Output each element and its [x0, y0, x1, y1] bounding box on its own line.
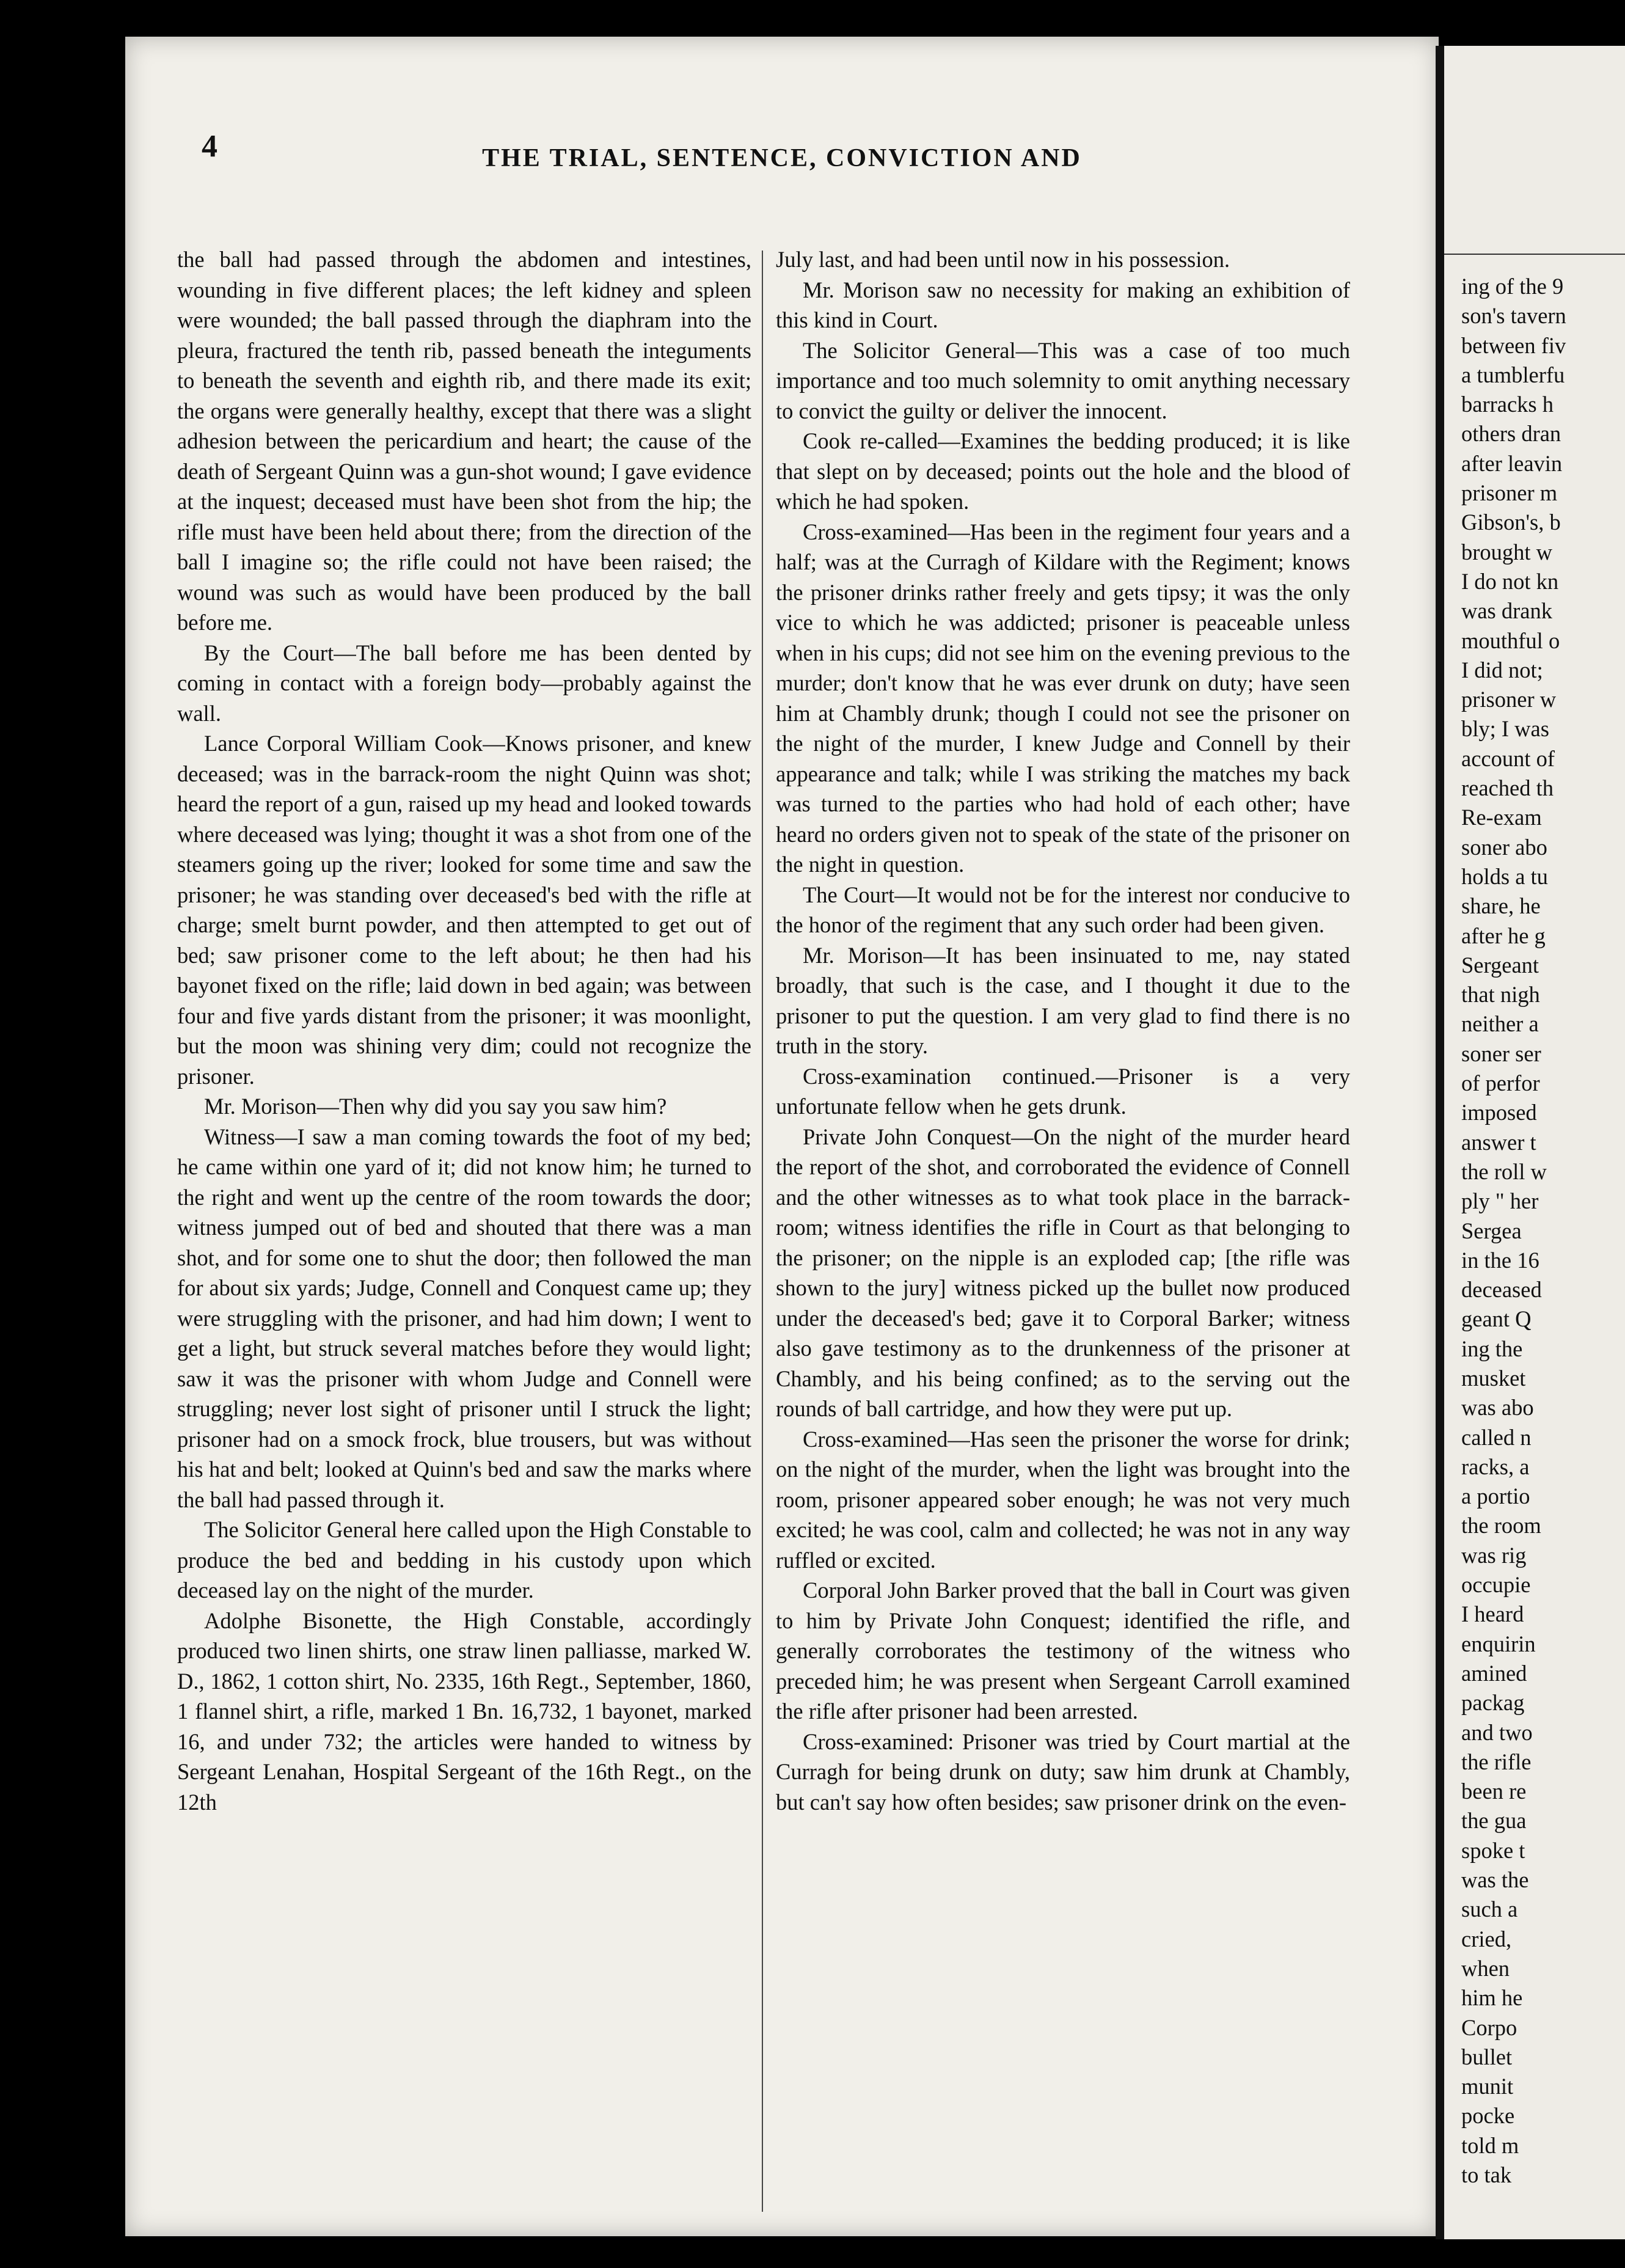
line-fragment: such a: [1461, 1897, 1518, 1922]
line-fragment: others dran: [1461, 421, 1561, 447]
line-fragment: to tak: [1461, 2162, 1512, 2187]
line-fragment: mouthful o: [1461, 627, 1560, 653]
line-fragment: called n: [1461, 1424, 1532, 1450]
line-fragment: after he g: [1461, 923, 1546, 948]
paragraph: Private John Conquest—On the night of the murder heard the report of the shot, and corroborated the evidence of Connell and the other witnesses as to what took place in the barrack-room; witness identifies the rifle in Court as that belonging to the prisoner; on the nipple is an exploded cap; [the rifle was shown to the jury] witness picked up the bullet now produced under the deceased's bed; gave it to Corporal Barker; witness also gave testimony as to the drunkenness of the prisoner at Chambly, and his being confined; as to the serving out the rounds of ball cartridge, and how they were put up.: [776, 1124, 1350, 1421]
line-fragment: the rifle: [1461, 1749, 1532, 1774]
line-fragment: brought w: [1461, 539, 1553, 565]
paragraph: Lance Corporal William Cook—Knows prisoner, and knew deceased; was in the barrack-room the night Quinn was shot; heard the report of a gun, raised up my head and looked towards where deceased was lying; thought it was a shot from one of the steamers going up the river; looked for some time and saw the prisoner; he was standing over deceased's bed with the rifle at charge; smelt burnt powder, and then attempted to get out of bed; saw prisoner come to the left about; he then had his bayonet fixed on the rifle; laid down in bed again; was between four and five yards distant from the prisoner; it was moonlight, but the moon was shining very dim; could not recognize the prisoner.: [177, 731, 751, 1089]
line-fragment: ing the: [1461, 1336, 1523, 1361]
line-fragment: bullet: [1461, 2044, 1513, 2069]
line-fragment: packag: [1461, 1690, 1525, 1716]
line-fragment: Re-exam: [1461, 805, 1542, 830]
paragraph: The Court—It would not be for the interest nor conducive to the honor of the regiment that any such order had been given.: [776, 882, 1350, 937]
line-fragment: the room: [1461, 1513, 1541, 1538]
line-fragment: the gua: [1461, 1808, 1527, 1834]
line-fragment: answer t: [1461, 1129, 1536, 1155]
paragraph: Cross-examined—Has seen the prisoner the worse for drink; on the night of the murder, when the light was brought into the room, prisoner appeared sober enough; he was not very much excited; he was cool, calm and collected; he was not in any way ruffled or excited.: [776, 1426, 1350, 1573]
line-fragment: I do not kn: [1461, 568, 1559, 594]
paragraph: Witness—I saw a man coming towards the foot of my bed; he came within one yard of it; did not know him; he turned to the right and went up the centre of the room towards the door; witness jumped out of bed and shouted that there was a man shot, and for some one to shut the door; then followed the man for about six yards; Judge, Connell and Conquest came up; they were struggling with the prisoner, and had him down; I went to get a light, but struck several matches before they would light; saw it was the prisoner with whom Judge and Connell were struggling; never lost sight of prisoner until I struck the light; prisoner had on a smock frock, blue trousers, but was without his hat and belt; looked at Quinn's bed and saw the marks where the ball had passed through it.: [177, 1124, 751, 1512]
paragraph: Cross-examined: Prisoner was tried by Court martial at the Curragh for being drunk on duty; saw him drunk at Chambly, but can't say how often besides; saw prisoner drink on the even-: [776, 1728, 1350, 1815]
line-fragment: prisoner w: [1461, 687, 1557, 712]
line-fragment: ing of the 9: [1461, 274, 1564, 299]
line-fragment: soner ser: [1461, 1041, 1541, 1066]
paragraph: Mr. Morison—It has been insinuated to me, nay stated broadly, that such is the case, and I thought it due to the prisoner to put the question. I am very glad to find there is no truth in the story.: [776, 942, 1350, 1058]
line-fragment: racks, a: [1461, 1454, 1530, 1479]
column-divider: [762, 251, 763, 2212]
page-number: 4: [202, 129, 217, 164]
paragraph: The Solicitor General here called upon the High Constable to produce the bed and bedding in his custody upon which deceased lay on the night of the murder.: [177, 1517, 751, 1603]
paragraph: Cook re-called—Examines the bedding produced; it is like that slept on by deceased; points out the hole and the blood of which he had spoken.: [776, 428, 1350, 514]
line-fragment: I did not;: [1461, 657, 1543, 682]
running-head: THE TRIAL, SENTENCE, CONVICTION AND: [482, 144, 1082, 172]
line-fragment: a tumblerfu: [1461, 362, 1565, 387]
paragraph: Mr. Morison—Then why did you say you saw him?: [204, 1094, 667, 1119]
line-fragment: that nigh: [1461, 982, 1540, 1008]
line-fragment: share, he: [1461, 893, 1541, 919]
line-fragment: been re: [1461, 1779, 1527, 1804]
line-fragment: told m: [1461, 2132, 1519, 2158]
line-fragment: and two: [1461, 1719, 1533, 1745]
book-page: [125, 37, 1439, 2236]
paragraph: By the Court—The ball before me has been dented by coming in contact with a foreign body—probably against the wall.: [177, 640, 751, 726]
line-fragment: after leavin: [1461, 450, 1563, 476]
line-fragment: neither a: [1461, 1011, 1539, 1037]
line-fragment: Corpo: [1461, 2014, 1517, 2040]
line-fragment: enquirin: [1461, 1631, 1536, 1656]
line-fragment: soner abo: [1461, 834, 1547, 860]
facing-page-edge: [1436, 46, 1625, 2239]
line-fragment: munit: [1461, 2074, 1514, 2099]
line-fragment: of perfor: [1461, 1070, 1540, 1096]
left-text-column: [177, 244, 751, 2230]
line-fragment: was rig: [1461, 1542, 1527, 1568]
line-fragment: ply " her: [1461, 1188, 1539, 1214]
line-fragment: geant Q: [1461, 1306, 1532, 1332]
line-fragment: Sergea: [1461, 1218, 1522, 1243]
line-fragment: deceased: [1461, 1277, 1542, 1303]
line-fragment: holds a tu: [1461, 863, 1548, 889]
paragraph: July last, and had been until now in his possession.: [776, 247, 1230, 272]
line-fragment: I heard: [1461, 1601, 1524, 1627]
line-fragment: son's tavern: [1461, 303, 1566, 329]
paragraph: the ball had passed through the abdomen and intestines, wounding in five different places; the left kidney and spleen were wounded; the ball passed through the diaphram into the pleura, fractured the tenth rib, passed beneath the integuments to beneath the seventh and eighth rib, and there made its exit; the organs were generally healthy, except that there was a slight adhesion between the pericardium and heart; the cause of the death of Sergeant Quinn was a gun-shot wound; I gave evidence at the inquest; deceased must have been shot from the hip; the rifle must have been held about there; from the direction of the ball I imagine so; the rifle could not have been raised; the wound was such as would have been produced by the ball before me.: [177, 247, 751, 635]
line-fragment: Sergeant: [1461, 952, 1539, 978]
facing-page-column: [1461, 272, 1625, 2190]
line-fragment: the roll w: [1461, 1158, 1547, 1184]
line-fragment: imposed: [1461, 1100, 1537, 1125]
line-fragment: cried,: [1461, 1926, 1512, 1952]
line-fragment: between fiv: [1461, 332, 1566, 358]
line-fragment: musket: [1461, 1365, 1526, 1391]
line-fragment: amined: [1461, 1660, 1527, 1686]
facing-page-rule: [1444, 254, 1625, 255]
line-fragment: occupie: [1461, 1572, 1531, 1598]
line-fragment: when: [1461, 1955, 1510, 1981]
line-fragment: account of: [1461, 745, 1555, 771]
paragraph: Corporal John Barker proved that the ball in Court was given to him by Private John Conquest; identified the rifle, and generally corroborates the testimony of the witness who preceded him; he was present when Sergeant Carroll examined the rifle after prisoner had been arrested.: [776, 1578, 1350, 1724]
paragraph: Cross-examination continued.—Prisoner is a very unfortunate fellow when he gets drunk.: [776, 1063, 1350, 1119]
line-fragment: was the: [1461, 1867, 1529, 1893]
paragraph: Cross-examined—Has been in the regiment four years and a half; was at the Curragh of Kildare with the Regiment; knows the prisoner drinks rather freely and gets tipsy; it was the only vice to which he was addicted; prisoner is peaceable unless when in his cups; did not see him on the evening previous to the murder; don't know that he was ever drunk on duty; have seen him at Chambly drunk; though I could not see the prisoner on the night of the murder, I knew Judge and Connell by their appearance and talk; while I was striking the matches my back was turned to the parties who had hold of each other; have heard no orders given not to speak of the state of the prisoner on the night in question.: [776, 519, 1350, 877]
line-fragment: prisoner m: [1461, 480, 1558, 506]
line-fragment: a portio: [1461, 1483, 1530, 1509]
line-fragment: bly; I was: [1461, 716, 1549, 742]
line-fragment: in the 16: [1461, 1247, 1539, 1273]
line-fragment: Gibson's, b: [1461, 510, 1561, 535]
line-fragment: was drank: [1461, 598, 1552, 624]
paragraph: The Solicitor General—This was a case of too much importance and too much solemnity to omit anything necessary to convict the guilty or deliver the innocent.: [776, 337, 1350, 423]
line-fragment: was abo: [1461, 1395, 1534, 1421]
line-fragment: spoke t: [1461, 1837, 1525, 1863]
line-fragment: reached th: [1461, 775, 1554, 801]
middle-text-column: [776, 244, 1350, 2230]
paragraph: Adolphe Bisonette, the High Constable, accordingly produced two linen shirts, one straw linen palliasse, marked W. D., 1862, 1 cotton shirt, No. 2335, 16th Regt., September, 1860, 1 flannel shirt, a rifle, marked 1 Bn. 16,732, 1 bayonet, marked 16, and under 732; the articles were handed to witness by Sergeant Lenahan, Hospital Sergeant of the 16th Regt., on the 12th: [177, 1608, 751, 1815]
line-fragment: pocke: [1461, 2103, 1515, 2129]
paragraph: Mr. Morison saw no necessity for making an exhibition of this kind in Court.: [776, 277, 1350, 332]
line-fragment: him he: [1461, 1985, 1523, 2011]
line-fragment: barracks h: [1461, 392, 1554, 417]
